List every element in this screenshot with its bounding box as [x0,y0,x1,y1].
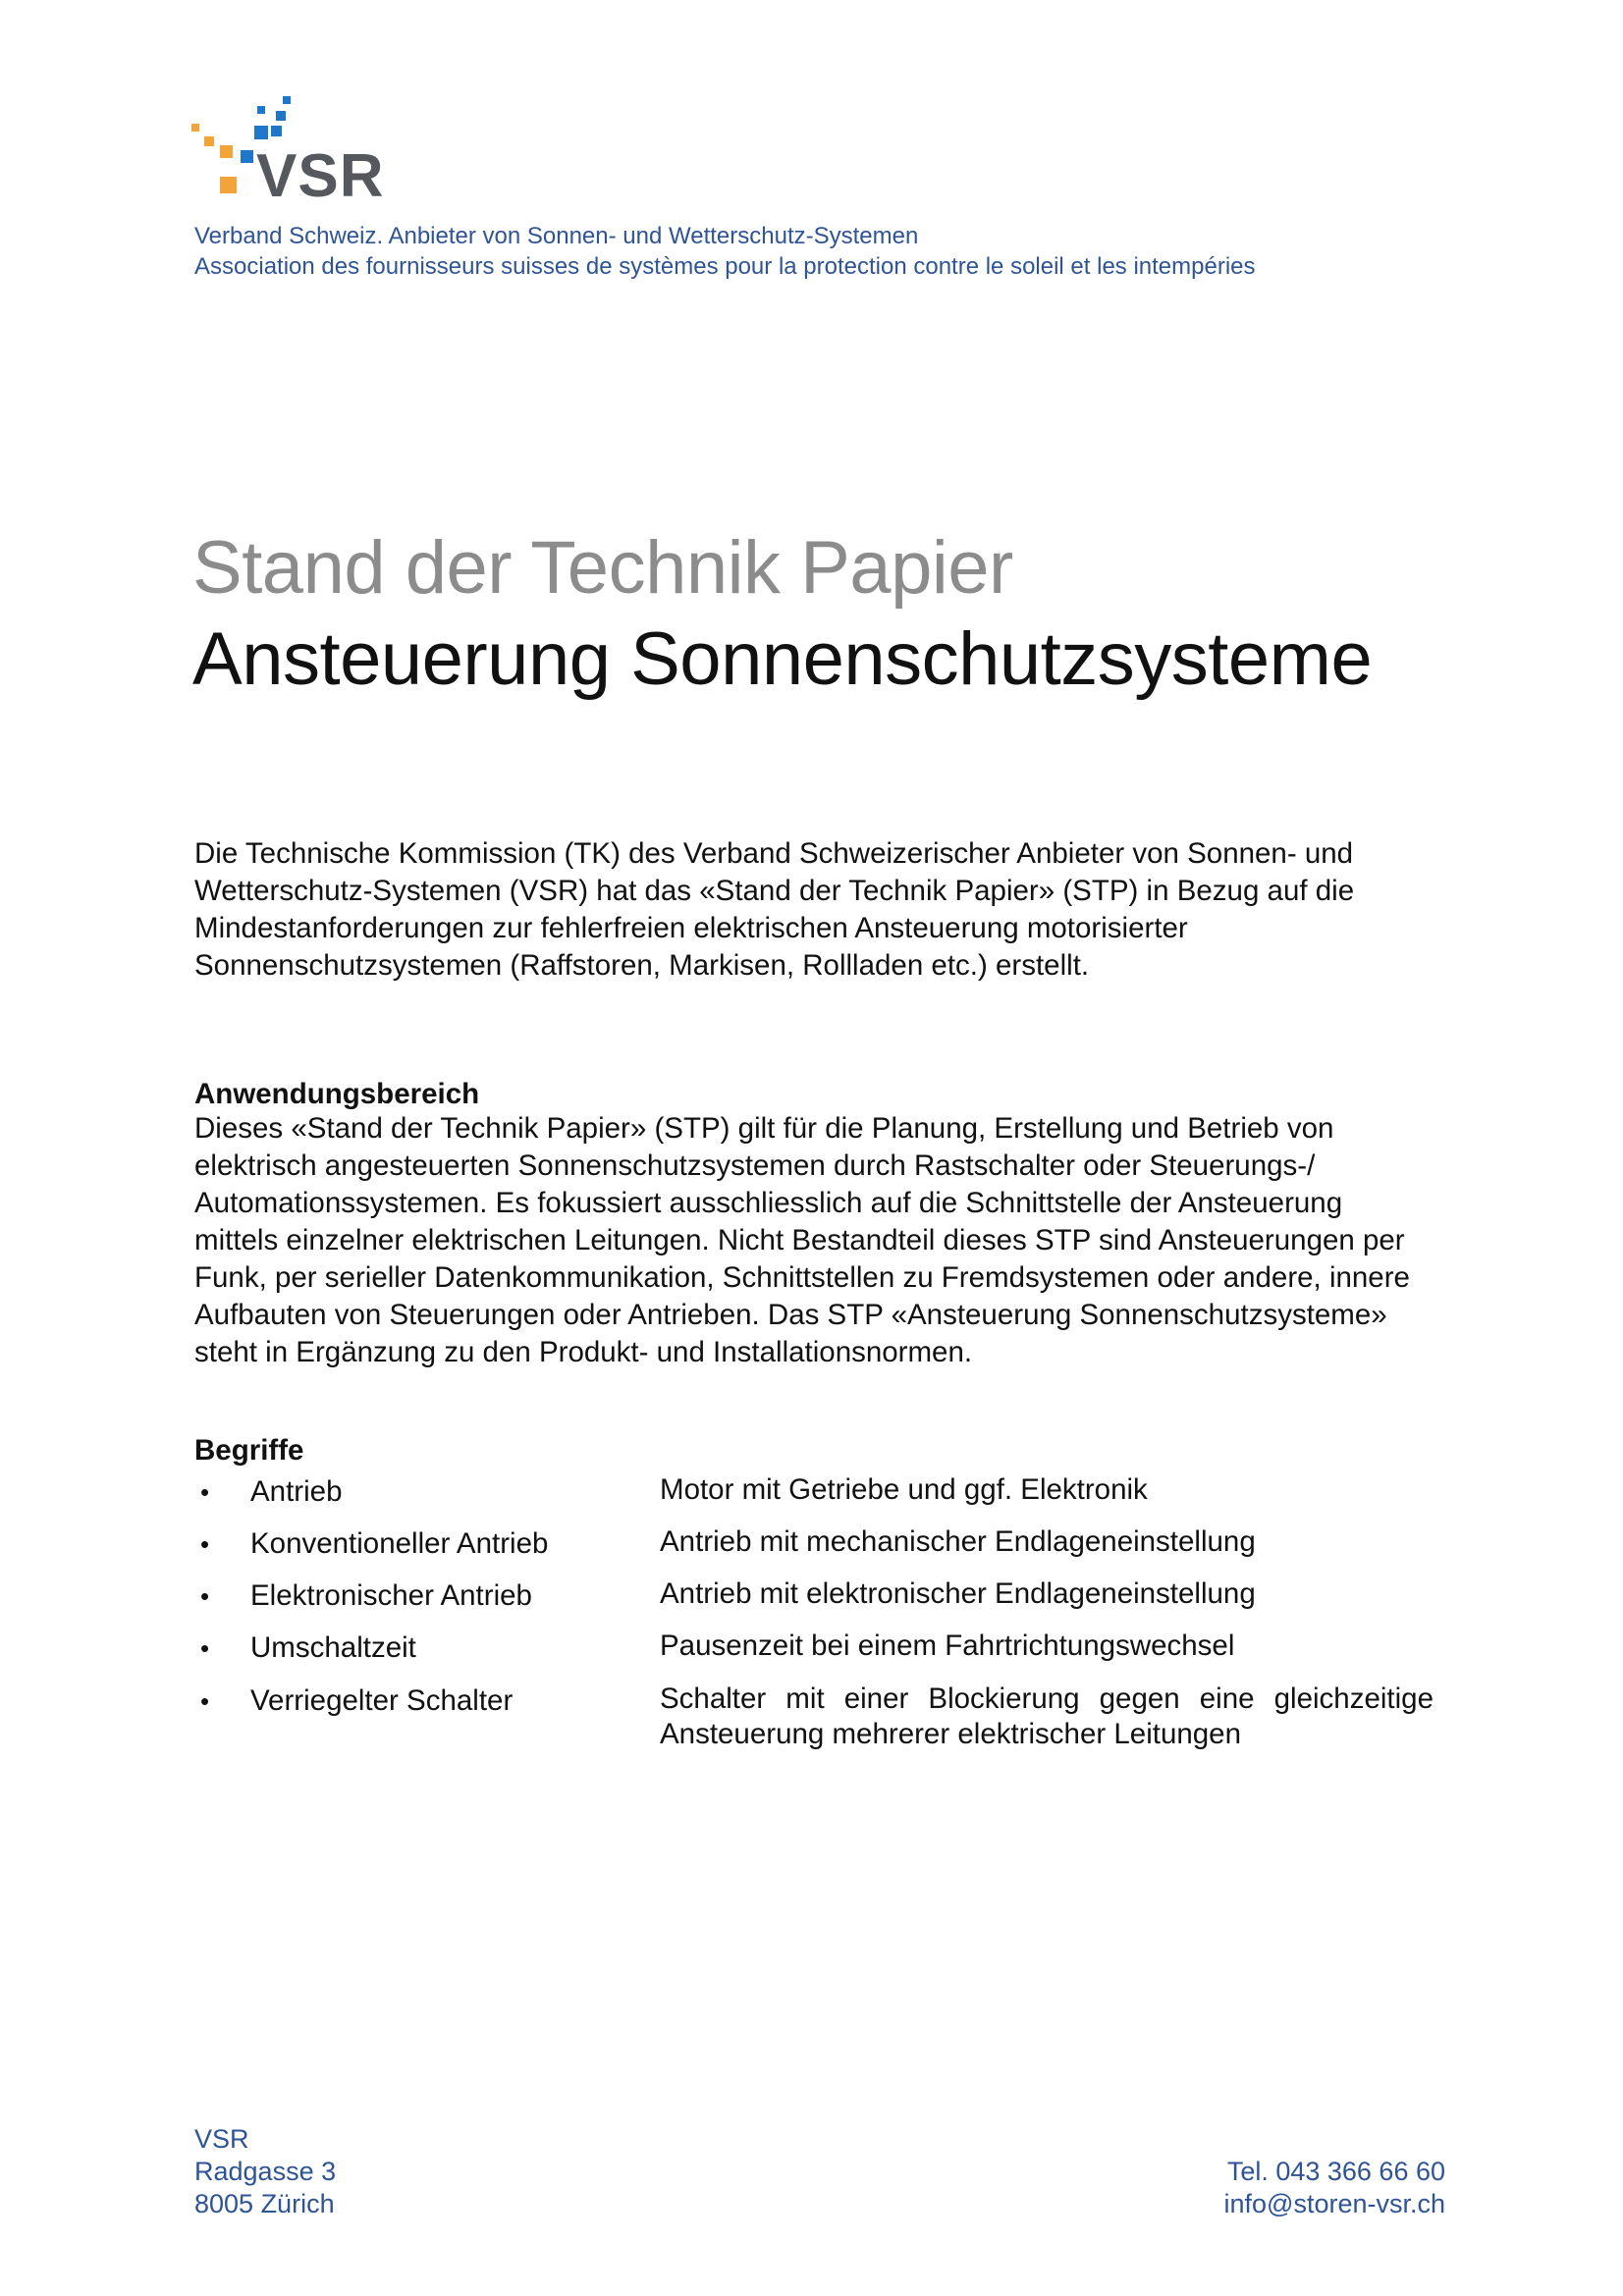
term-definition: Antrieb mit elektronischer Endlageneinstellung [660,1577,1256,1610]
bullet-icon: • [200,1686,210,1716]
footer-street: Radgasse 3 [194,2157,337,2186]
association-name-de: Verband Schweiz. Anbieter von Sonnen- und Wetterschutz-Systemen [194,223,919,249]
association-name-fr: Association des fournisseurs suisses de systèmes pour la protection contre le soleil et les intempéries [194,253,1256,280]
footer-org-name: VSR [194,2124,249,2154]
term-label: Elektronischer Antrieb [250,1579,532,1612]
anwendungsbereich-paragraph: Dieses «Stand der Technik Papier» (STP) gilt für die Planung, Erstellung und Betrieb von elektrisch angesteuerten Sonnenschutzsystemen durch Rastschalter oder Steuerungs-/ Automationssystemen. Es fokussiert ausschliesslich auf die Schnittstelle der Ansteuerung mittels einzelner elektrischen Leitungen. Nicht Bestandteil dieses STP sind Ansteuerungen per Funk, per serieller Datenkommunikation, Schnittstellen zu Fremdsystemen oder andere, innere Aufbauten von Steuerungen oder Antrieben. Das STP «Ansteuerung Sonnenschutzsysteme» steht in Ergänzung zu den Produkt- und Installationsnormen. [194,1112,1410,1368]
term-definition: Motor mit Getriebe und ggf. Elektronik [660,1473,1148,1506]
section-heading-anwendungsbereich: Anwendungsbereich [194,1078,480,1110]
bullet-icon: • [200,1581,210,1611]
document-supertitle: Stand der Technik Papier [192,526,1013,610]
bullet-icon: • [200,1633,210,1663]
term-label: Antrieb [250,1475,343,1508]
vsr-logo [191,94,427,202]
term-row [194,1630,1434,1670]
footer-email[interactable]: info@storen-vsr.ch [1223,2189,1445,2218]
intro-paragraph: Die Technische Kommission (TK) des Verband Schweizerischer Anbieter von Sonnen- und Wetterschutz-Systemen (VSR) hat das «Stand der Technik Papier» (STP) in Bezug auf die Mindestanforderungen zur fehlerfreien elektrischen Ansteuerung motorisierter Sonnenschutzsystemen (Raffstoren, Markisen, Rollladen etc.) erstellt. [194,837,1355,982]
document-title: Ansteuerung Sonnenschutzsysteme [192,617,1373,701]
bullet-icon: • [200,1529,210,1559]
term-label: Umschaltzeit [250,1631,416,1664]
term-definition: Pausenzeit bei einem Fahrtrichtungswechsel [660,1629,1235,1662]
term-definition: Antrieb mit mechanischer Endlageneinstellung [660,1525,1256,1558]
term-row [194,1578,1434,1618]
term-row [194,1474,1434,1514]
section-heading-begriffe: Begriffe [194,1434,304,1467]
logo-wordmark: VSR [256,142,385,202]
term-label: Verriegelter Schalter [250,1684,514,1717]
term-row [194,1526,1434,1566]
term-row [194,1682,1434,1750]
term-definition: Schalter mit einer Blockierung gegen eine gleichzeitige Ansteuerung mehrerer elektrischer Leitungen [660,1682,1434,1750]
bullet-icon: • [200,1477,210,1507]
footer-phone: Tel. 043 366 66 60 [1226,2157,1445,2186]
term-label: Konventioneller Antrieb [250,1527,549,1560]
footer-city: 8005 Zürich [194,2189,335,2218]
